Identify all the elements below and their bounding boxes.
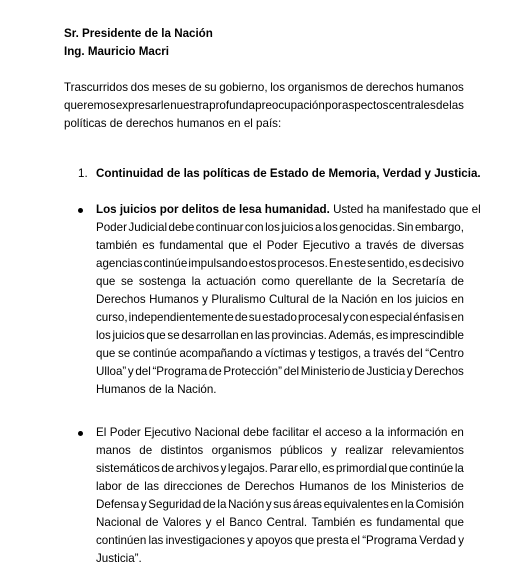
- section-number: 1.: [78, 167, 88, 180]
- bullet-text: [96, 424, 464, 568]
- bullet-line: los juicios que se desarrollan en las provincias. Además, es imprescindible: [96, 329, 464, 342]
- bullet-line: Justicia”.: [96, 552, 142, 565]
- section-title: Continuidad de las políticas de Estado de Memoria, Verdad y Justicia.: [96, 167, 481, 180]
- bullet-line: Humanos de la Nación.: [96, 383, 217, 396]
- bullet-line: agencias continúe impulsando estos procesos. En este sentido, es decisivo: [96, 257, 464, 270]
- bullet-line: Derechos Humanos y Pluralismo Cultural de la Nación en los juicios en: [96, 293, 464, 306]
- addressee-block: [64, 25, 213, 61]
- bullet-line: manos de distintos organismos públicos y realizar relevamientos: [96, 444, 464, 457]
- bullet-line: continúen las investigaciones y apoyos que presta el “Programa Verdad y: [96, 534, 464, 547]
- bullet-line: Ulloa” y del “Programa de Protección” del Ministerio de Justicia y Derechos: [96, 365, 464, 378]
- addressee-name: Ing. Mauricio Macri: [64, 45, 170, 58]
- addressee-title: Sr. Presidente de la Nación: [64, 27, 213, 40]
- intro-line: políticas de derechos humanos en el país:: [64, 117, 282, 130]
- intro-paragraph: [64, 79, 464, 133]
- bullet-line: que se continúe acompañando a víctimas y testigos, a través del “Centro: [96, 347, 464, 360]
- bullet-line: también es fundamental que el Poder Ejecutivo a través de diversas: [96, 239, 464, 252]
- bullet-line: curso, independientemente de su estado procesal y con especial énfasis en: [96, 311, 464, 324]
- section-heading: [78, 165, 481, 183]
- bullet-line: Poder Judicial debe continuar con los juicios a los genocidas. Sin embargo,: [96, 221, 464, 234]
- intro-line: queremos expresarle nuestra profunda preocupación por aspectos centrales de las: [64, 99, 464, 112]
- bullet-line: Nacional de Valores y el Banco Central. También es fundamental que: [96, 516, 464, 529]
- bullet-line: Defensa y Seguridad de la Nación y sus áreas equivalentes en la Comisión: [96, 498, 464, 511]
- bullet-line: El Poder Ejecutivo Nacional debe facilitar el acceso a la información en: [96, 426, 464, 439]
- bullet-line: sistemáticos de archivos y legajos. Parar ello, es primordial que continúe la: [96, 462, 464, 475]
- bullet-line: labor de las direcciones de Derechos Humanos de los Ministerios de: [96, 480, 464, 493]
- intro-line: Trascurridos dos meses de su gobierno, los organismos de derechos humanos: [64, 81, 464, 94]
- bullet-line: Los juicios por delitos de lesa humanidad. Usted ha manifestado que el: [96, 203, 481, 216]
- bullet-text: [96, 201, 481, 399]
- bullet-icon: [78, 431, 83, 436]
- bullet-icon: [78, 208, 83, 213]
- bullet-lead: Los juicios por delitos de lesa humanidad.: [96, 203, 330, 216]
- bullet-line: que se sostenga la actuación como querellante de la Secretaría de: [96, 275, 464, 288]
